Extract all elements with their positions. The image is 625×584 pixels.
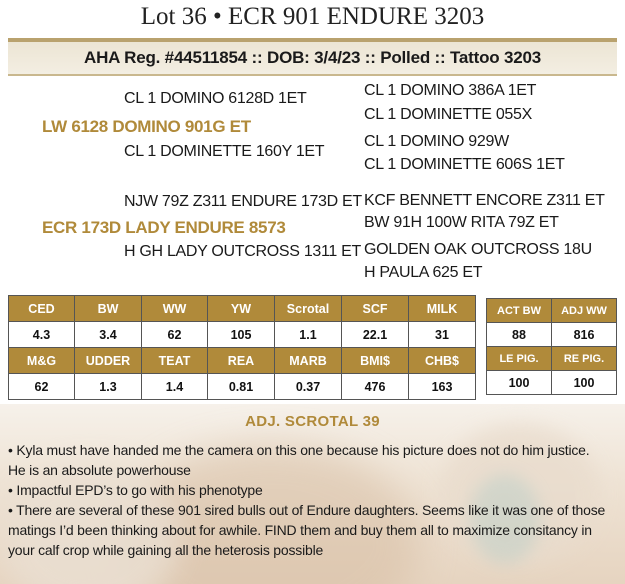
epd-header: UDDER (75, 348, 142, 374)
sire-dam: CL 1 DOMINETTE 160Y 1ET (124, 143, 325, 160)
registration-bar: AHA Reg. #44511854 :: DOB: 3/4/23 :: Polled :: Tattoo 3203 (8, 38, 617, 76)
actual-value: 88 (487, 323, 552, 347)
epd-header: CHB$ (409, 348, 476, 374)
actual-value: 816 (552, 323, 617, 347)
dam-sire-sire: KCF BENNETT ENCORE Z311 ET (364, 192, 605, 209)
epd-header: M&G (9, 348, 75, 374)
adj-scrotal: ADJ. SCROTAL 39 (245, 413, 380, 430)
sale-notes (8, 440, 618, 560)
dam-sire-dam: BW 91H 100W RITA 79Z ET (364, 214, 559, 231)
epd-value: 0.81 (208, 374, 275, 400)
note-line: • There are several of these 901 sired bulls out of Endure daughters. Seems like it was one of those matings I’d been thinking about for awhile. FIND them and buy them all to maximize consitancy in your calf crop while gaining all the heterosis possible (8, 502, 606, 558)
epd-header: MARB (275, 348, 342, 374)
epd-value: 62 (142, 322, 208, 348)
actual-header: ACT BW (487, 299, 552, 323)
epd-value-row-2 (9, 374, 476, 400)
epd-value: 1.1 (275, 322, 342, 348)
epd-header: BMI$ (342, 348, 409, 374)
epd-header: SCF (342, 296, 409, 322)
epd-header: BW (75, 296, 142, 322)
dam-sire: NJW 79Z Z311 ENDURE 173D ET (124, 193, 362, 210)
actual-measures-table (486, 298, 617, 395)
note-line: • Kyla must have handed me the camera on this one because his picture does not do him justice. (8, 442, 590, 458)
epd-value: 3.4 (75, 322, 142, 348)
epd-header-row-1 (9, 296, 476, 322)
actual-header: ADJ WW (552, 299, 617, 323)
epd-header: Scrotal (275, 296, 342, 322)
actual-value-row-1 (487, 323, 617, 347)
epd-value: 163 (409, 374, 476, 400)
sire-dam-sire: CL 1 DOMINO 929W (364, 133, 509, 150)
epd-header-row-2 (9, 348, 476, 374)
epd-value: 0.37 (275, 374, 342, 400)
epd-header: WW (142, 296, 208, 322)
lot-title: Lot 36 • ECR 901 ENDURE 3203 (140, 3, 485, 30)
epd-header: REA (208, 348, 275, 374)
actual-header: RE PIG. (552, 347, 617, 371)
epd-value: 476 (342, 374, 409, 400)
actual-value: 100 (487, 371, 552, 395)
epd-value: 105 (208, 322, 275, 348)
epd-value: 1.3 (75, 374, 142, 400)
epd-header: CED (9, 296, 75, 322)
note-line: He is an absolute powerhouse (8, 462, 191, 478)
epd-value: 4.3 (9, 322, 75, 348)
dam-dam-dam: H PAULA 625 ET (364, 264, 483, 281)
sire-sire-dam: CL 1 DOMINETTE 055X (364, 106, 532, 123)
epd-header: MILK (409, 296, 476, 322)
sire: LW 6128 DOMINO 901G ET (42, 117, 251, 136)
note-line: • Impactful EPD’s to go with his phenotype (8, 482, 263, 498)
actual-value-row-2 (487, 371, 617, 395)
actual-header: LE PIG. (487, 347, 552, 371)
epd-value: 22.1 (342, 322, 409, 348)
epd-header: YW (208, 296, 275, 322)
epd-value: 62 (9, 374, 75, 400)
epd-table (8, 295, 476, 400)
actual-header-row-1 (487, 299, 617, 323)
sire-sire-sire: CL 1 DOMINO 386A 1ET (364, 82, 537, 99)
dam-dam-sire: GOLDEN OAK OUTCROSS 18U (364, 241, 592, 258)
dam: ECR 173D LADY ENDURE 8573 (42, 218, 286, 237)
actual-header-row-2 (487, 347, 617, 371)
dam-dam: H GH LADY OUTCROSS 1311 ET (124, 243, 362, 260)
epd-value: 1.4 (142, 374, 208, 400)
epd-value-row-1 (9, 322, 476, 348)
actual-value: 100 (552, 371, 617, 395)
epd-header: TEAT (142, 348, 208, 374)
epd-value: 31 (409, 322, 476, 348)
sire-sire: CL 1 DOMINO 6128D 1ET (124, 90, 307, 107)
sire-dam-dam: CL 1 DOMINETTE 606S 1ET (364, 156, 565, 173)
